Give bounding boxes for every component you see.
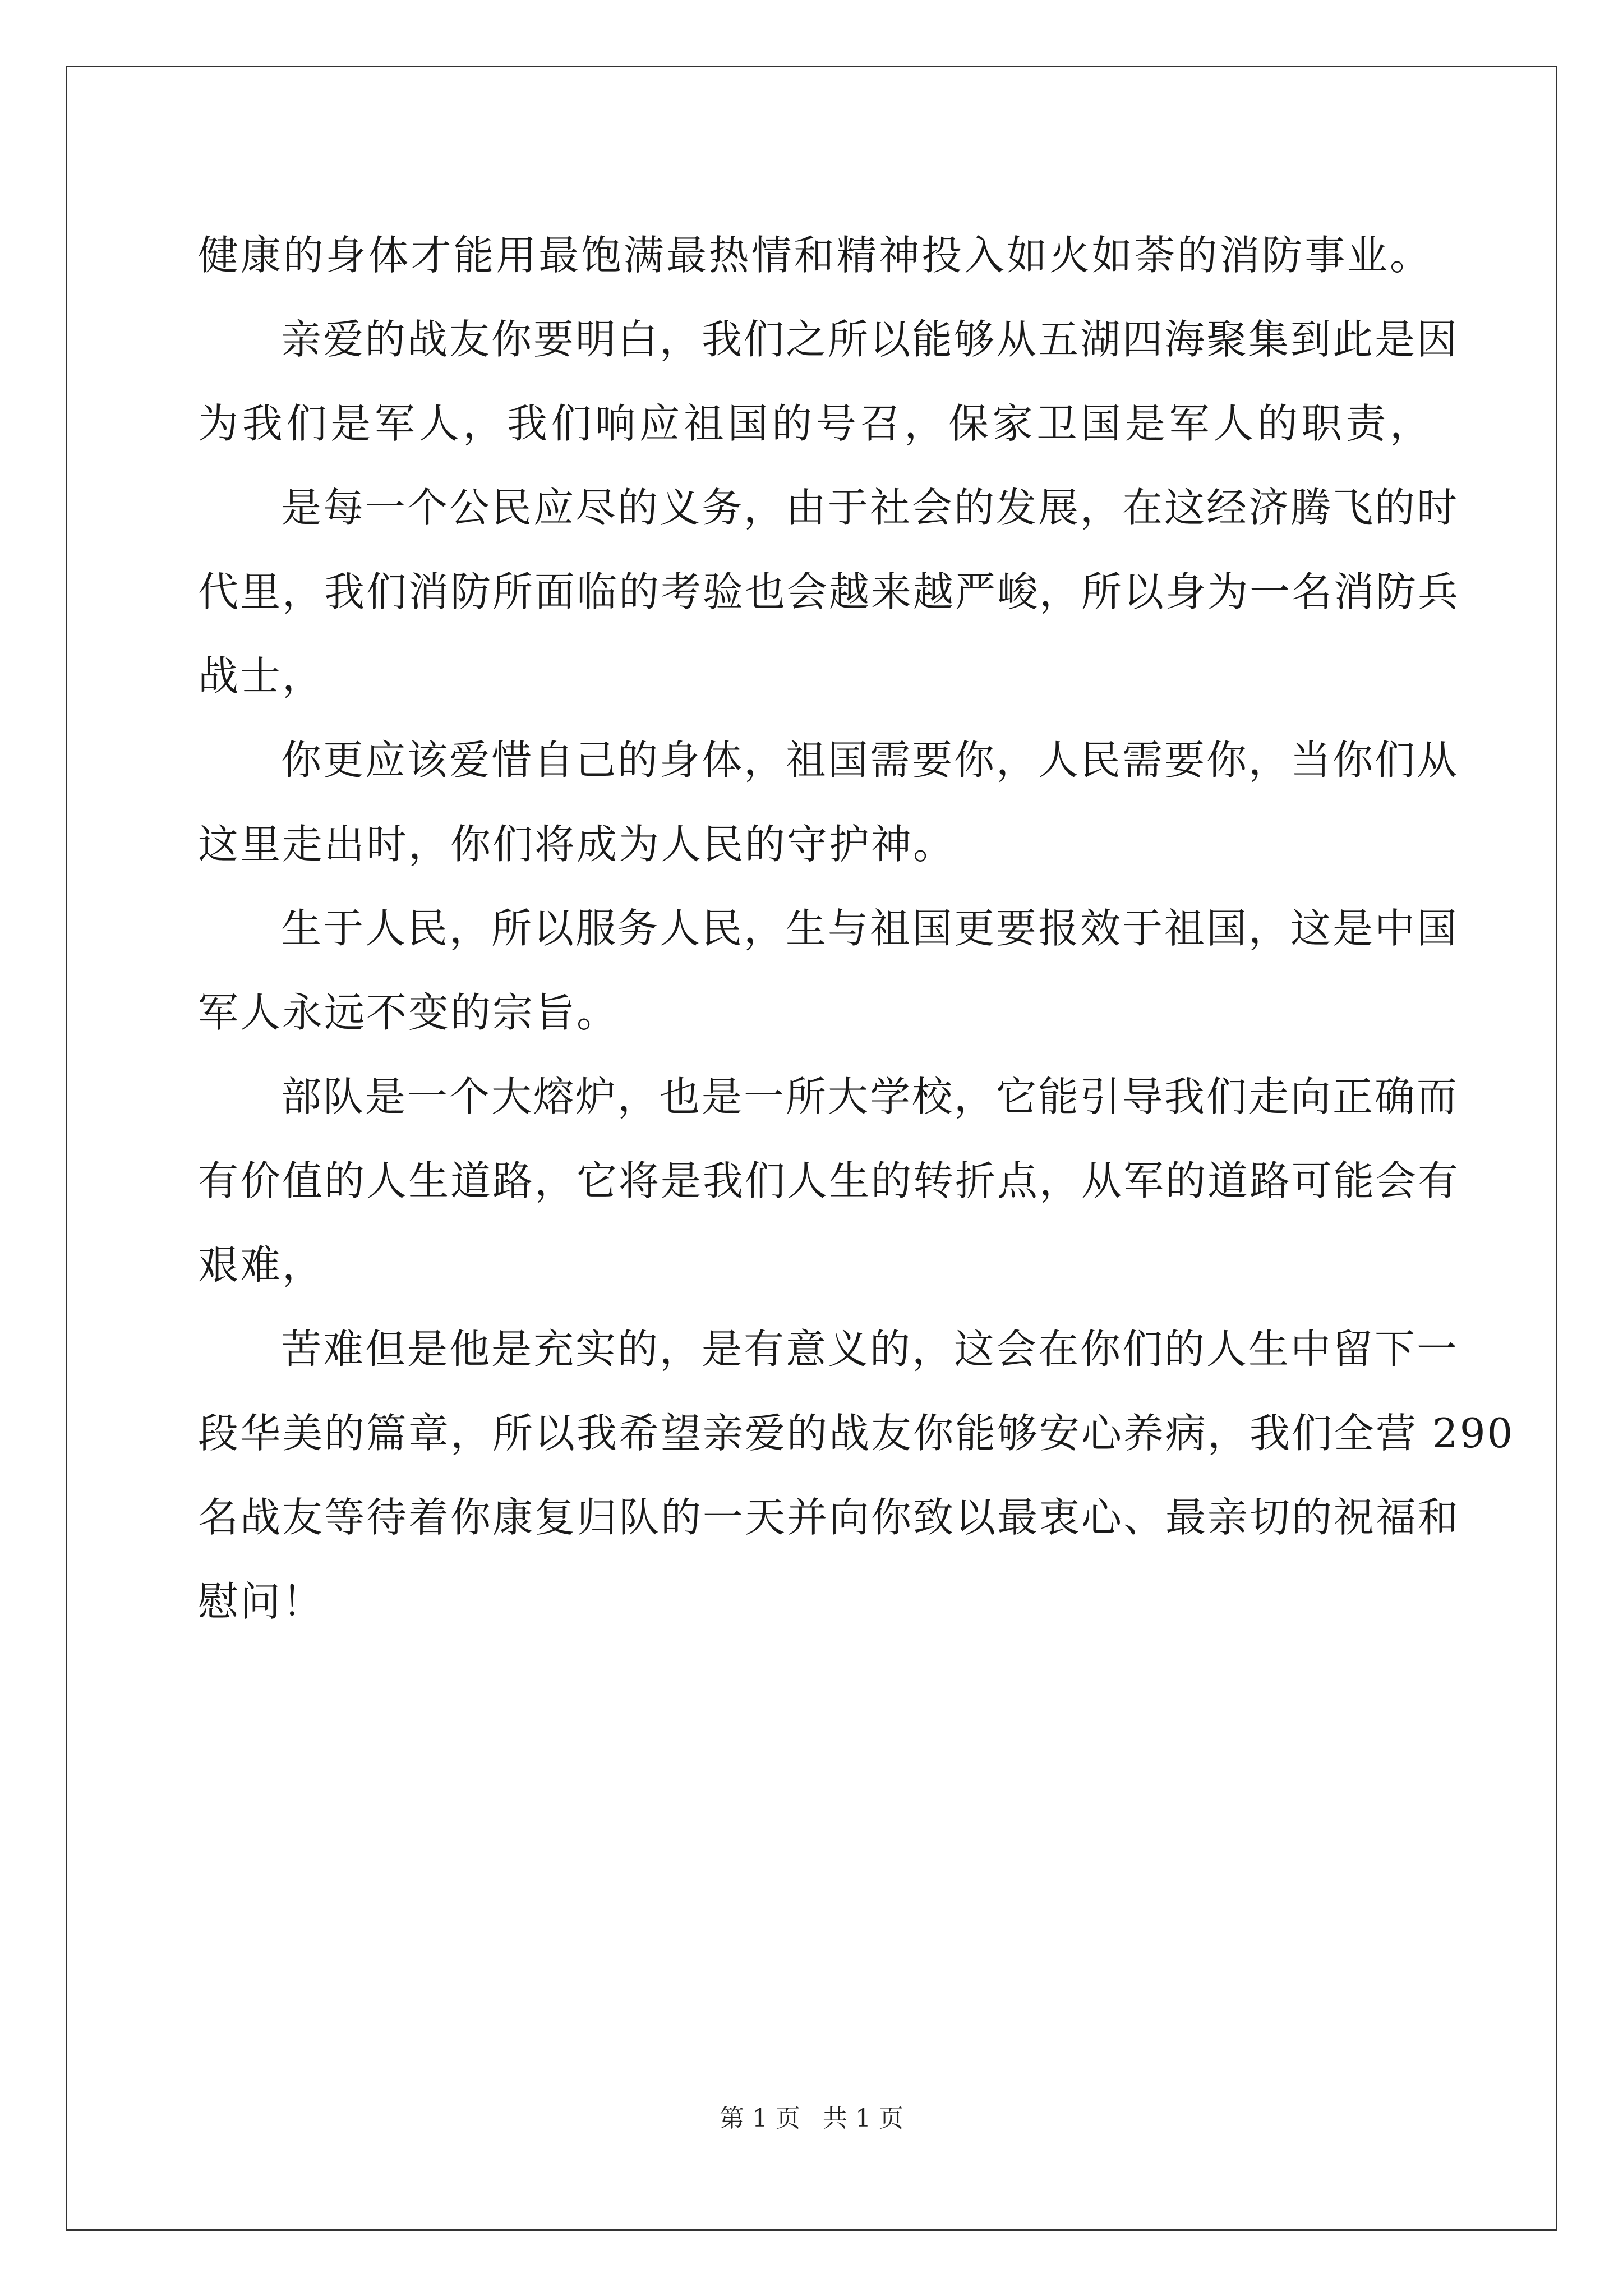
text-line: 有价值的人生道路，它将是我们人生的转折点，从军的道路可能会有 <box>198 1157 1460 1204</box>
text-line: 名战友等待着你康复归队的一天并向你致以最衷心、最亲切的祝福和 <box>198 1494 1460 1541</box>
text-line: 这里走出时，你们将成为人民的守护神。 <box>198 821 956 868</box>
text-line: 段华美的篇章，所以我希望亲爱的战友你能够安心养病，我们全营 290 <box>198 1410 1515 1457</box>
page-footer <box>0 2098 1623 2134</box>
text-line: 亲爱的战友你要明白，我们之所以能够从五湖四海聚集到此是因 <box>281 316 1459 363</box>
text-line: 军人永远不变的宗旨。 <box>198 989 619 1036</box>
text-line: 健康的身体才能用最饱满最热情和精神投入如火如荼的消防事业。 <box>198 232 1432 279</box>
text-line: 是每一个公民应尽的义务，由于社会的发展，在这经济腾飞的时 <box>281 484 1459 531</box>
page-number-total: 共 1 页 <box>823 2104 903 2133</box>
text-line: 代里，我们消防所面临的考验也会越来越严峻，所以身为一名消防兵 <box>198 568 1460 615</box>
text-line: 为我们是军人，我们响应祖国的号召，保家卫国是军人的职责， <box>198 400 1432 447</box>
page-number-current: 第 1 页 <box>720 2104 800 2133</box>
text-line: 慰问！ <box>198 1578 325 1625</box>
text-line: 苦难但是他是充实的，是有意义的，这会在你们的人生中留下一 <box>281 1326 1459 1373</box>
document-body <box>198 213 1515 1644</box>
text-line: 生于人民，所以服务人民，生与祖国更要报效于祖国，这是中国 <box>281 905 1459 952</box>
text-line: 战士， <box>198 652 325 700</box>
text-line: 艰难， <box>198 1241 325 1289</box>
text-line: 你更应该爱惜自己的身体，祖国需要你，人民需要你，当你们从 <box>281 737 1459 784</box>
text-line: 部队是一个大熔炉，也是一所大学校，它能引导我们走向正确而 <box>281 1073 1459 1120</box>
